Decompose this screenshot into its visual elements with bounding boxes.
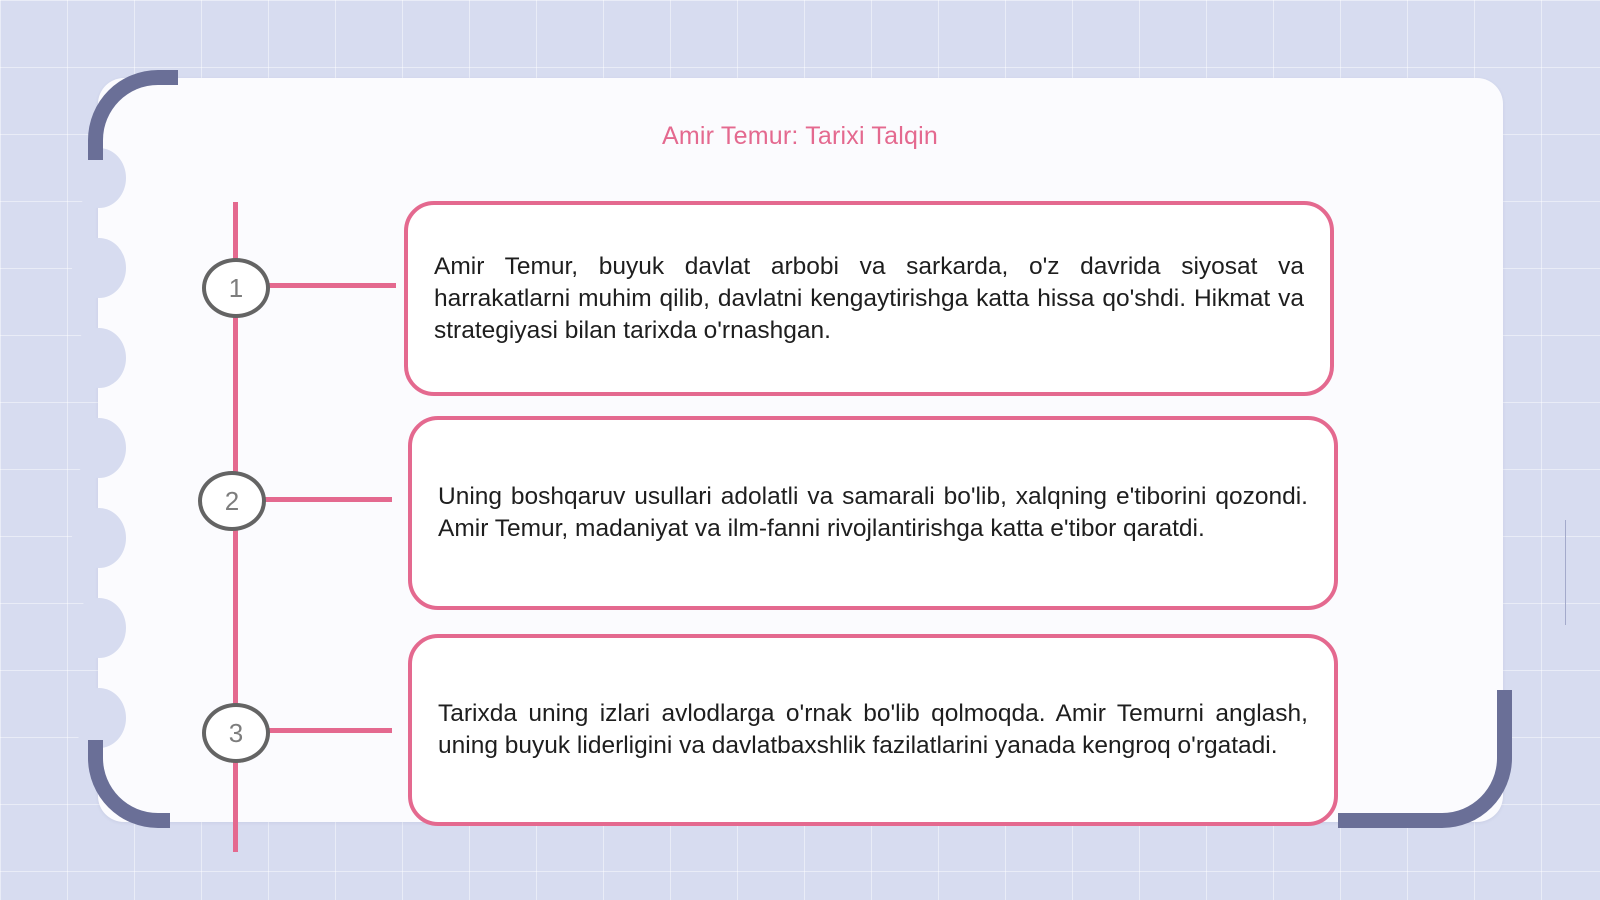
- torn-edge-notch: [72, 508, 126, 568]
- step-circle-2: [198, 471, 266, 531]
- torn-edge-notch: [72, 688, 126, 748]
- torn-edge-notch: [72, 238, 126, 298]
- timeline-connector: [262, 497, 392, 502]
- info-card-text: Amir Temur, buyuk davlat arbobi va sarkarda, o'z davrida siyosat va harrakatlarni muhim qilib, davlatni kengaytirishga katta hissa qo'shdi. Hikmat va strategiyasi bilan tarixda o'rnashgan.: [434, 252, 1304, 344]
- torn-edge-notch: [72, 598, 126, 658]
- step-number: 2: [224, 485, 240, 516]
- info-card-3: [408, 634, 1338, 826]
- timeline-connector: [266, 283, 396, 288]
- step-circle-1: [202, 258, 270, 318]
- info-card-2: [408, 416, 1338, 610]
- decorative-line: [1565, 520, 1566, 625]
- torn-edge-notch: [72, 418, 126, 478]
- page-title: Amir Temur: Tarixi Talqin: [662, 122, 938, 150]
- info-card-text: Uning boshqaruv usullari adolatli va samarali bo'lib, xalqning e'tiborini qozondi. Amir Temur, madaniyat va ilm-fanni rivojlantirishga katta e'tibor qaratdi.: [438, 483, 1308, 542]
- corner-bracket-bottom-left: [88, 740, 170, 828]
- step-number: 3: [228, 717, 244, 748]
- step-number: 1: [228, 272, 244, 303]
- info-card-text: Tarixda uning izlari avlodlarga o'rnak bo'lib qolmoqda. Amir Temurni anglash, uning buyuk liderligini va davlatbaxshlik fazilatlarini yanada kengroq o'rgatadi.: [438, 700, 1308, 759]
- torn-edge-notch: [72, 328, 126, 388]
- step-circle-3: [202, 703, 270, 763]
- timeline-connector: [266, 728, 392, 733]
- corner-bracket-bottom-right: [1338, 690, 1512, 828]
- info-card-1: [404, 201, 1334, 396]
